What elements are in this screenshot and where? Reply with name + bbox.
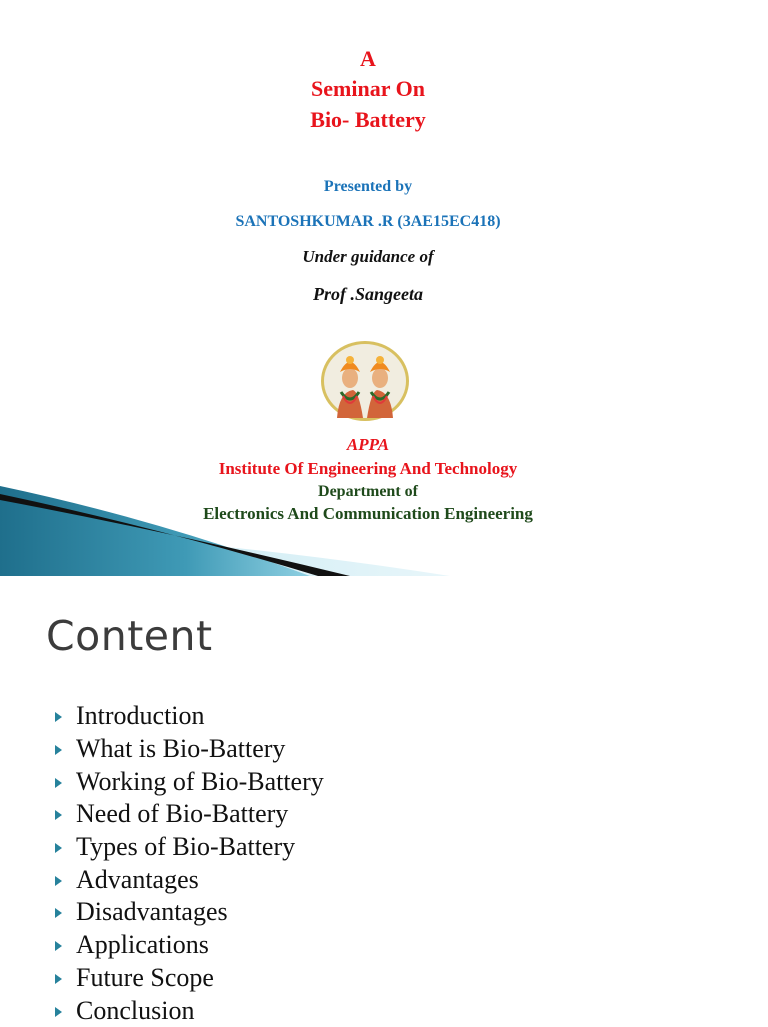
list-item: Conclusion [55,994,324,1027]
presented-by-label: Presented by [323,178,413,195]
college-emblem-icon [319,340,411,422]
triangle-bullet-icon [55,778,62,788]
triangle-bullet-icon [55,941,62,951]
title-line-topic: Bio- Battery [310,107,426,132]
triangle-bullet-icon [55,810,62,820]
list-item: Applications [55,929,324,962]
guidance-label: Under guidance of [302,247,434,266]
triangle-bullet-icon [55,745,62,755]
triangle-bullet-icon [55,876,62,886]
content-list [55,700,324,1027]
content-heading: Content [46,612,213,660]
department-name: Electronics And Communication Engineering [203,504,533,523]
title-line-a: A [360,46,376,71]
college-full-name: Institute Of Engineering And Technology [218,459,518,478]
presenter-name: SANTOSHKUMAR .R (3AE15EC418) [235,213,501,230]
list-item: What is Bio-Battery [55,733,324,766]
triangle-bullet-icon [55,1007,62,1017]
department-label: Department of [318,483,418,500]
title-line-seminar: Seminar On [311,76,425,101]
triangle-bullet-icon [55,974,62,984]
list-item: Introduction [55,700,324,733]
guide-name: Prof .Sangeeta [313,284,423,304]
list-item: Types of Bio-Battery [55,831,324,864]
list-item: Disadvantages [55,896,324,929]
triangle-bullet-icon [55,843,62,853]
list-item: Future Scope [55,962,324,995]
triangle-bullet-icon [55,908,62,918]
college-short-name: APPA [346,435,390,454]
triangle-bullet-icon [55,712,62,722]
list-item: Working of Bio-Battery [55,765,324,798]
decorative-swoosh [0,470,768,576]
list-item: Advantages [55,863,324,896]
list-item: Need of Bio-Battery [55,798,324,831]
